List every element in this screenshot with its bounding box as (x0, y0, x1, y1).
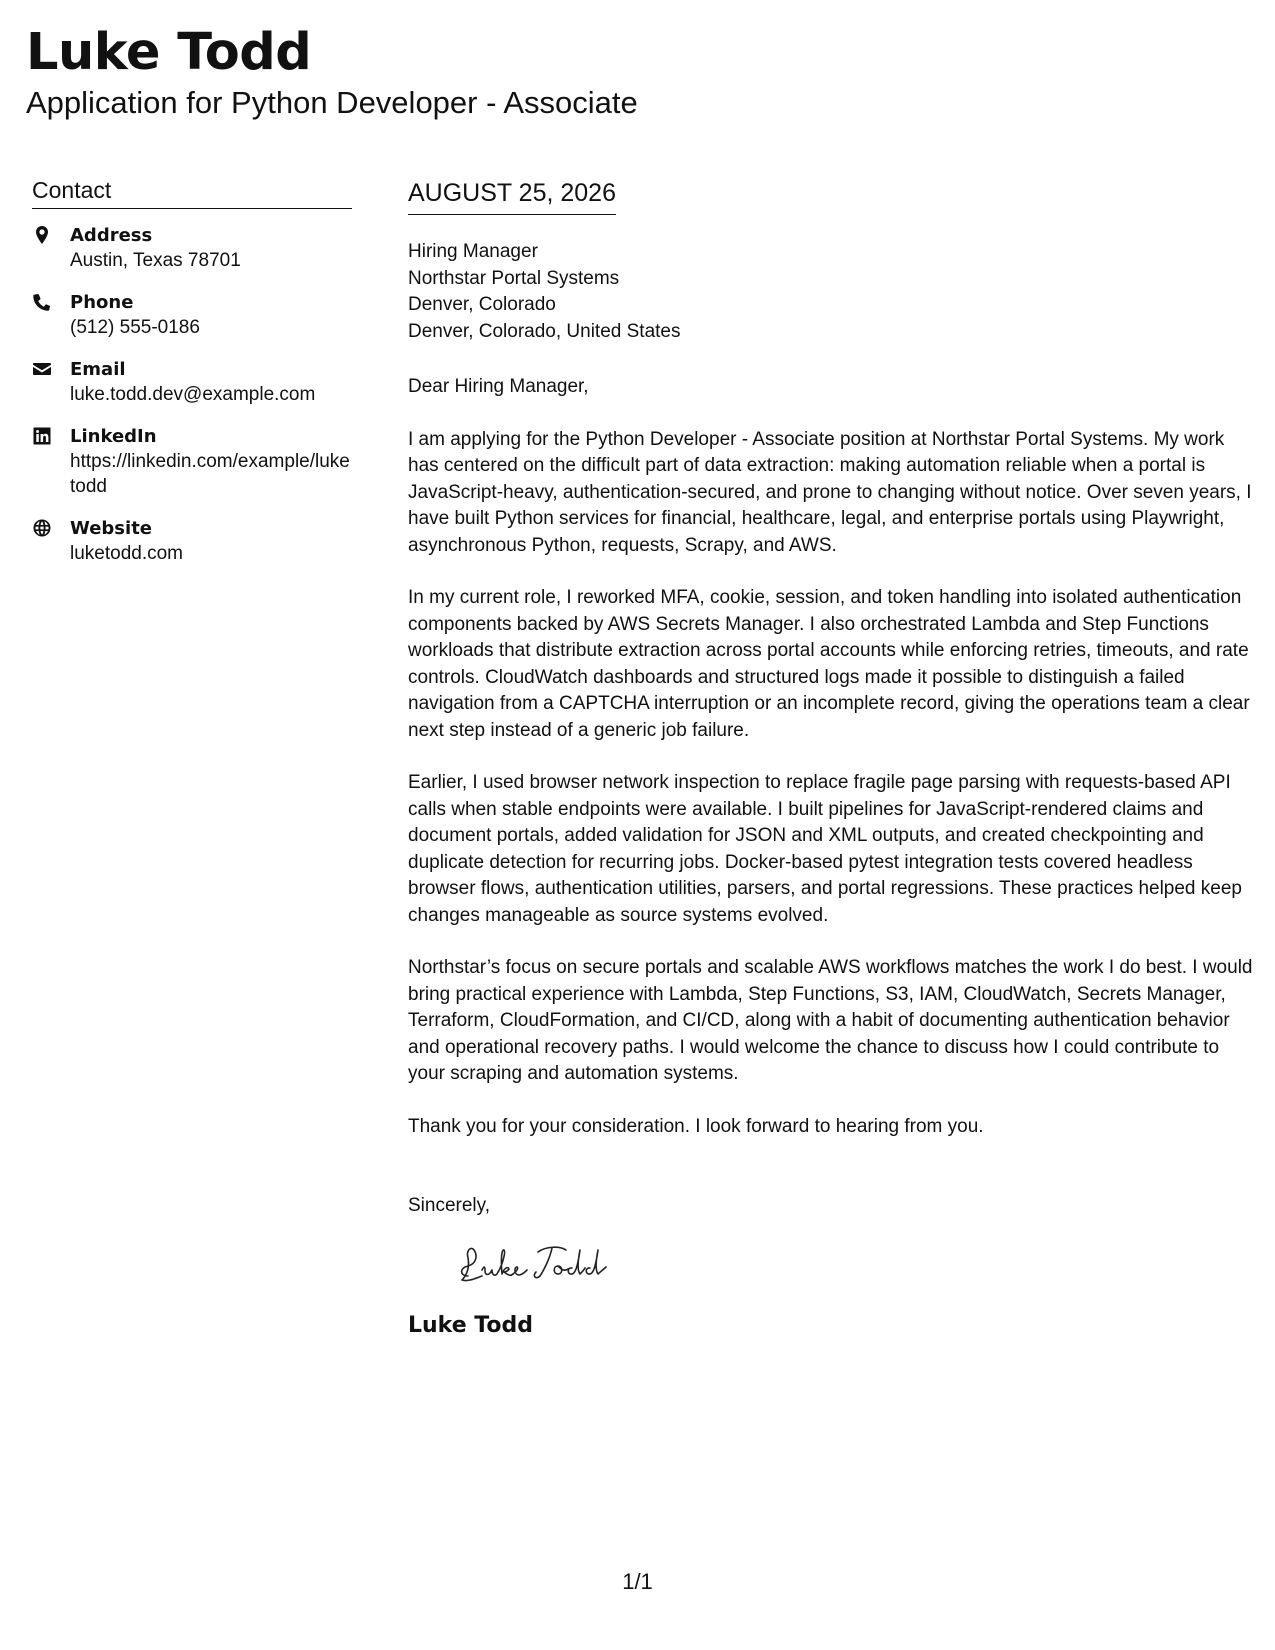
contact-item-email (32, 357, 352, 407)
body-paragraph: Northstar’s focus on secure portals and scalable AWS workflows matches the work I do best. I would bring practical experience with Lambda, Step Functions, S3, IAM, CloudWatch, Secrets Manager, Terraform, CloudFormation, and CI/CD, along with a habit of documenting authentication behavior and operational recovery paths. I would welcome the chance to discuss how I could contribute to your scraping and automation systems. (408, 957, 1253, 1084)
globe-icon (32, 516, 70, 538)
email-value: luke.todd.dev@example.com (70, 384, 316, 405)
contact-item-address (32, 223, 352, 273)
closing: Sincerely, (408, 1195, 491, 1216)
letter-body (408, 178, 1253, 1340)
address-label: Address (70, 225, 153, 246)
phone-value: (512) 555-0186 (70, 317, 200, 338)
website-value: luketodd.com (70, 543, 184, 564)
contact-heading: Contact (32, 176, 352, 209)
recipient-line: Denver, Colorado (408, 294, 556, 315)
recipient-line: Northstar Portal Systems (408, 267, 620, 289)
recipient-line: Denver, Colorado, United States (408, 320, 681, 342)
address-value: Austin, Texas 78701 (70, 250, 241, 271)
page-number: 1/1 (622, 1569, 653, 1594)
application-subtitle: Application for Python Developer - Associate (26, 85, 638, 120)
contact-item-phone (32, 290, 352, 340)
phone-icon (32, 290, 70, 312)
phone-label: Phone (70, 292, 134, 313)
body-paragraph: In my current role, I reworked MFA, cookie, session, and token handling into isolated authentication components backed by AWS Secrets Manager. I also orchestrated Lambda and Step Functions workloads that distribute extraction across portal accounts while enforcing retries, timeouts, and rate controls. CloudWatch dashboards and structured logs made it possible to distinguish a failed navigation from a CAPTCHA interruption or an incomplete record, giving the operations team a clear next step instead of a generic job failure. (408, 587, 1250, 741)
letter-date: AUGUST 25, 2026 (408, 178, 616, 215)
email-label: Email (70, 359, 126, 380)
signer-name: Luke Todd (408, 1312, 533, 1338)
handwritten-signature (454, 1236, 654, 1296)
linkedin-label: LinkedIn (70, 426, 157, 447)
envelope-icon (32, 357, 70, 379)
contact-sidebar (32, 176, 352, 583)
applicant-name: Luke Todd (26, 23, 312, 82)
letter-header (26, 22, 638, 122)
salutation: Dear Hiring Manager, (408, 376, 589, 397)
contact-item-linkedin (32, 424, 352, 499)
recipient-line: Hiring Manager (408, 241, 538, 262)
body-paragraph: I am applying for the Python Developer - Associate position at Northstar Portal Systems. My work has centered on the difficult part of data extraction: making automation reliable when a portal is JavaScript-heavy, authentication-secured, and prone to changing without notice. Over seven years, I have built Python services for financial, healthcare, legal, and enterprise portals using Playwright, asynchronous Python, requests, Scrapy, and AWS. (408, 428, 1252, 556)
body-paragraph: Earlier, I used browser network inspection to replace fragile page parsing with requests-based API calls when stable endpoints were available. I built pipelines for JavaScript-rendered claims and document portals, added validation for JSON and XML outputs, and created checkpointing and duplicate detection for recurring jobs. Docker-based pytest integration tests covered headless browser flows, authentication utilities, parsers, and portal regressions. These practices helped keep changes manageable as source systems evolved. (408, 772, 1242, 926)
body-paragraph: Thank you for your consideration. I look forward to hearing from you. (408, 1115, 984, 1137)
contact-item-website (32, 516, 352, 566)
linkedin-value: https://linkedin.com/example/luketodd (70, 451, 350, 497)
map-pin-icon (32, 223, 70, 245)
recipient-block (408, 239, 1253, 345)
linkedin-icon (32, 424, 70, 446)
website-label: Website (70, 518, 153, 539)
